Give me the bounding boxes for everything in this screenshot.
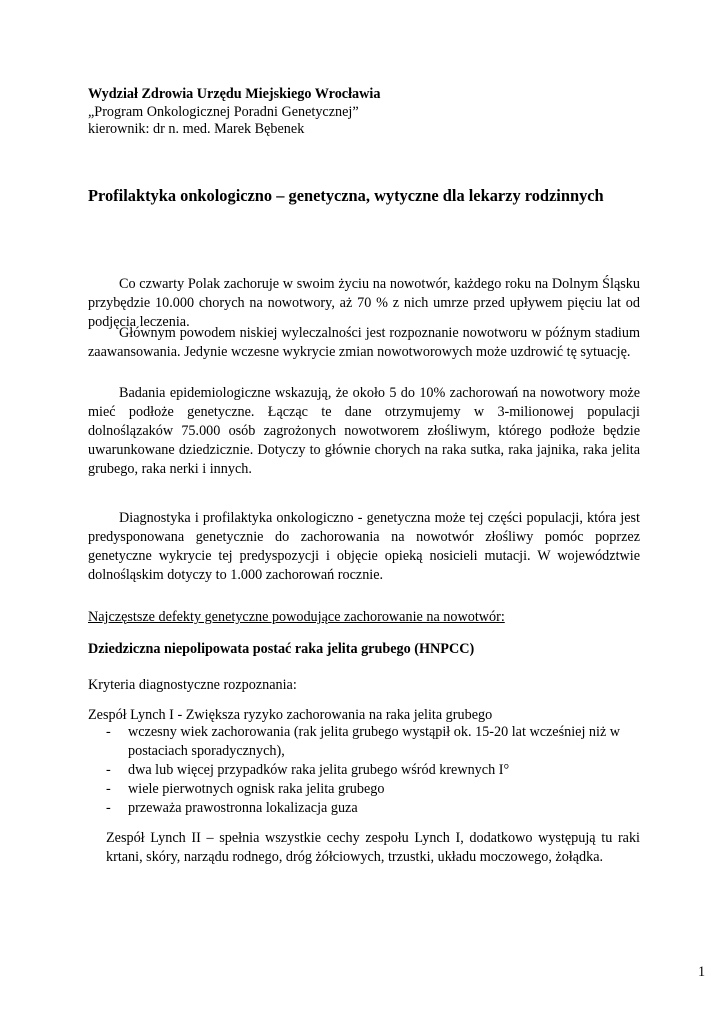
page-number: 1 [698,964,706,980]
paragraph-2: Głównym powodem niskiej wyleczalności jest rozpoznanie nowotworu w późnym stadium zaawansowania. Jedynie wczesne wykrycie zmian nowotworowych może uzdrowić tę sytuację. [88,325,640,360]
dash-bullet: - [106,762,111,778]
list-item-text: dwa lub więcej przypadków raka jelita grubego wśród krewnych I° [128,762,510,778]
hnpcc-heading: Dziedziczna niepolipowata postać raka jelita grubego (HNPCC) [88,641,475,657]
lynch1-label: Zespół Lynch I - Zwiększa ryzyko zachorowania na raka jelita grubego [88,707,493,723]
document-title: Profilaktyka onkologiczno – genetyczna, wytyczne dla lekarzy rodzinnych [88,186,604,205]
criteria-label: Kryteria diagnostyczne rozpoznania: [88,677,297,693]
list-item [106,761,640,780]
paragraph-3: Badania epidemiologiczne wskazują, że około 5 do 10% zachorowań na nowotwory może mieć podłoże genetyczne. Łącząc te dane otrzymujemy w 3-milionowej populacji dolnoślązaków 75.000 osób zagrożonych nowotworem złośliwym, którego podłoże będzie uwarunkowane dziedzicznie. Dotyczy to głównie chorych na raka sutka, raka jajnika, raka jelita grubego, raka nerki i innych. [88,385,640,477]
paragraph-4: Diagnostyka i profilaktyka onkologiczno - genetyczna może tej części populacji, która jest predysponowana genetycznie do zachorowania na nowotwór złośliwy pomóc poprzez genetyczne wykrycie tej predyspozycji i objęcie opieką nosicieli mutacji. W województwie dolnośląskim dotyczy to 1.000 zachorowań rocznie. [88,510,640,583]
section-heading: Najczęstsze defekty genetyczne powodujące zachorowanie na nowotwór: [88,609,505,625]
list-item [106,780,640,799]
list-item-text: wiele pierwotnych ognisk raka jelita grubego [128,781,385,797]
lynch2-paragraph: Zespół Lynch II – spełnia wszystkie cechy zespołu Lynch I, dodatkowo występują tu raki krtani, skóry, narządu rodnego, dróg żółciowych, trzustki, układu moczowego, żołądka. [106,830,640,865]
header-director: kierownik: dr n. med. Marek Bębenek [88,121,305,137]
document-header [88,86,380,139]
list-item [106,723,640,761]
list-item-text: wczesny wiek zachorowania (rak jelita grubego wystąpił ok. 15-20 lat wcześniej niż w postaciach sporadycznych), [128,724,621,759]
paragraph-1: Co czwarty Polak zachoruje w swoim życiu na nowotwór, każdego roku na Dolnym Śląsku przybędzie 10.000 chorych na nowotwory, aż 70 % z nich umrze przed upływem pięciu lat od podjęcia leczenia. [88,276,640,330]
lynch1-criteria-list [106,723,640,818]
list-item-text: przeważa prawostronna lokalizacja guza [128,800,358,816]
dash-bullet: - [106,724,111,740]
header-department: Wydział Zdrowia Urzędu Miejskiego Wrocławia [88,86,381,102]
dash-bullet: - [106,800,111,816]
header-program: „Program Onkologicznej Poradni Genetycznej” [88,103,359,120]
list-item [106,799,640,818]
dash-bullet: - [106,781,111,797]
